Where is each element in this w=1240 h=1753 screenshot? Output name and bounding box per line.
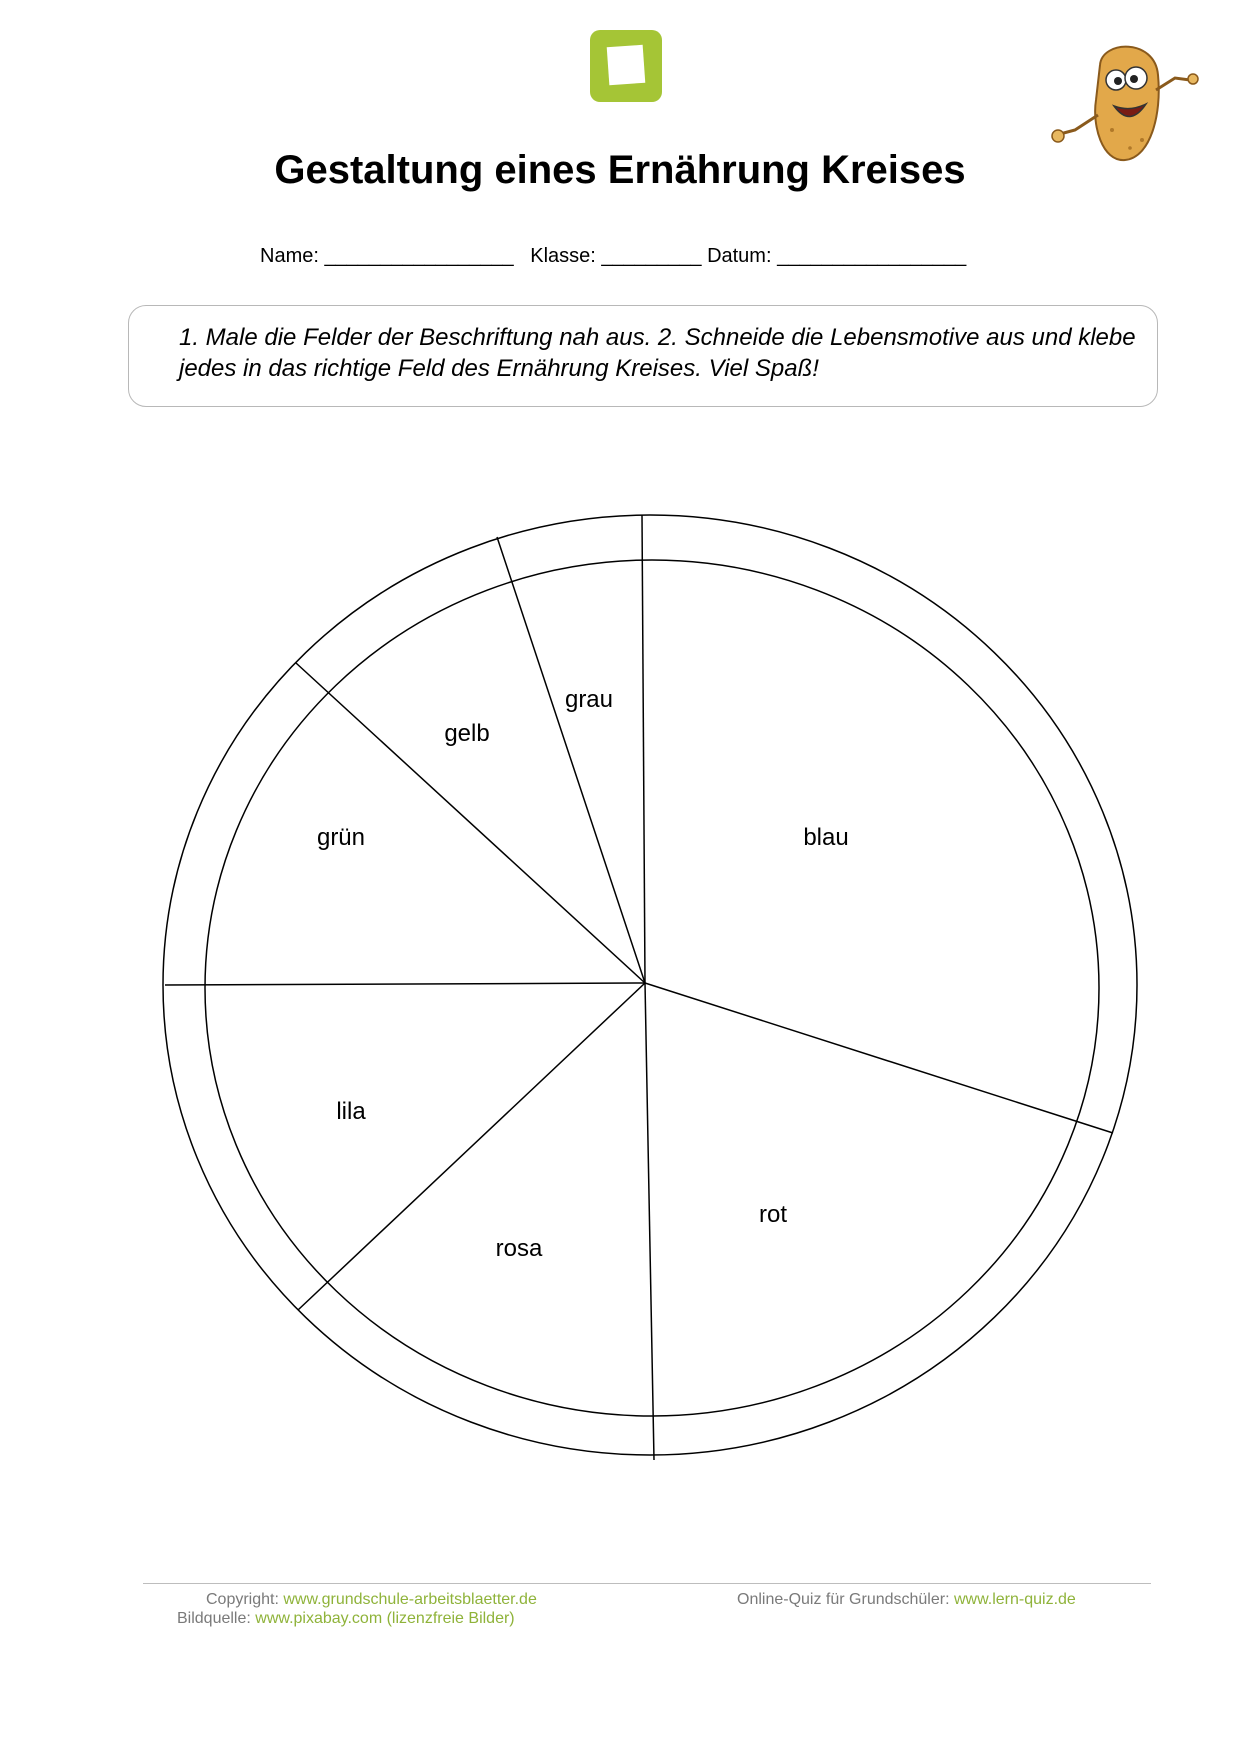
divider-blau-grau (642, 515, 645, 983)
bildquelle-link[interactable]: www.pixabay.com (lizenzfreie Bilder) (255, 1610, 515, 1627)
quiz-link[interactable]: www.lern-quiz.de (953, 1591, 1076, 1608)
segment-label-gelb: gelb (444, 720, 490, 747)
datum-label: Datum: (707, 245, 772, 267)
footer-quiz (737, 1591, 1076, 1609)
segment-label-gruen: grün (316, 824, 366, 851)
datum-blank: _________________ (777, 245, 967, 267)
instructions-text: 1. Male die Felder der Beschriftung nah aus. 2. Schneide die Lebensmotive aus und klebe jedes in das richtige Feld des Ernährung Kreises. Viel Spaß! (179, 324, 1136, 382)
segment-label-rot: rot (758, 1201, 788, 1228)
copyright-label: Copyright: (206, 1591, 279, 1608)
klasse-blank: _________ (601, 245, 702, 267)
quiz-label: Online-Quiz für Grundschüler: (737, 1591, 950, 1608)
name-label: Name: (260, 245, 319, 267)
segment-label-rosa: rosa (495, 1235, 543, 1262)
segment-label-grau: grau (564, 686, 614, 713)
copyright-link[interactable]: www.grundschule-arbeitsblaetter.de (283, 1591, 537, 1608)
wheel-inner-ring (205, 560, 1099, 1416)
segment-label-blau: blau (803, 824, 849, 851)
footer-copyright (206, 1591, 537, 1609)
klasse-label: Klasse: (530, 245, 596, 267)
segment-label-lila: lila (336, 1098, 366, 1125)
divider-rot-rosa (645, 983, 654, 1460)
footer-bildquelle (177, 1610, 515, 1628)
page-title: Gestaltung eines Ernährung Kreises (274, 148, 966, 192)
bildquelle-label: Bildquelle: (177, 1610, 251, 1627)
name-blank: _________________ (324, 245, 514, 267)
divider-lila-gruen (165, 983, 645, 985)
divider-blau-rot (645, 983, 1113, 1133)
footer-divider (143, 1583, 1151, 1584)
divider-rosa-lila (298, 983, 645, 1310)
